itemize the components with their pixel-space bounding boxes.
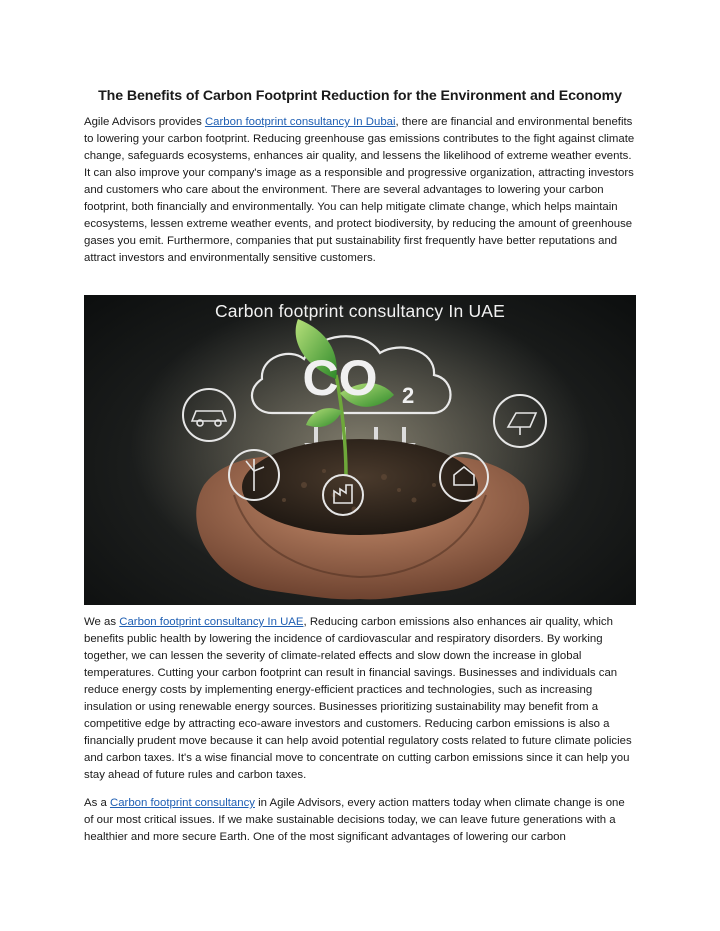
image-heading: Carbon footprint consultancy In UAE <box>214 301 506 321</box>
intro-text-after: , there are financial and environmental benefits to lowering your carbon footprint. Reducing greenhouse gas emissions contributes to the fight against climate change, safeguards ecosystems, enhances air quality, and lessens the likelihood of extreme weather events. It can also improve your company's image as a responsible and progressive organization, attracting investors and customers who care about the environment. There are several advantages to lowering your carbon footprint, both financially and environmentally. You can help mitigate climate change, which helps maintain ecosystems, lessen extreme weather events, and protect biodiversity, by reducing the amount of greenhouse gases you emit. Furthermore, companies that put sustainability first frequently have better reputations and attract investors and environmentally sensitive customers. <box>84 116 635 264</box>
intro-paragraph <box>84 114 636 267</box>
closing-text-after: in Agile Advisors, every action matters today when climate change is one of our most critical issues. If we make sustainable decisions today, we can leave future generations with a healthier and more secure Earth. One of the most significant advantages of lowering our carbon <box>84 797 625 843</box>
closing-text-before: As a <box>84 797 110 809</box>
co2-label: CO <box>302 350 378 406</box>
co2-subscript: 2 <box>402 383 415 408</box>
consultancy-link[interactable]: Carbon footprint consultancy <box>109 797 255 809</box>
closing-paragraph <box>84 795 636 846</box>
article-title: The Benefits of Carbon Footprint Reduction for the Environment and Economy <box>98 88 622 104</box>
intro-text-before: Agile Advisors provides <box>84 116 205 128</box>
dubai-consultancy-link[interactable]: Carbon footprint consultancy In Dubai <box>204 116 396 128</box>
uae-text-before: We as <box>84 616 120 628</box>
hero-image <box>84 295 636 605</box>
uae-text-after: , Reducing carbon emissions also enhances air quality, which benefits public health by lowering the incidence of cardiovascular and respiratory disorders. By working together, we can lessen the severity of climate-related effects and slow down the increase in global temperatures. Cutting your carbon footprint can result in financial savings. Businesses and individuals can reduce energy costs by implementing energy-efficient practices and technologies, such as increasing insulation or using renewable energy sources. Businesses prioritizing sustainability may benefit from a competitive edge by attracting eco-aware investors and customers. Reducing carbon emissions is also a financially prudent move because it can help avoid potential regulatory costs related to future climate policies and carbon taxes. It's a wise financial move to concentrate on cutting carbon emissions since it can help you stay ahead of future rules and carbon taxes. <box>84 616 632 781</box>
uae-consultancy-link[interactable]: Carbon footprint consultancy In UAE <box>119 616 304 628</box>
uae-paragraph <box>84 614 636 784</box>
hero-illustration <box>84 295 636 605</box>
